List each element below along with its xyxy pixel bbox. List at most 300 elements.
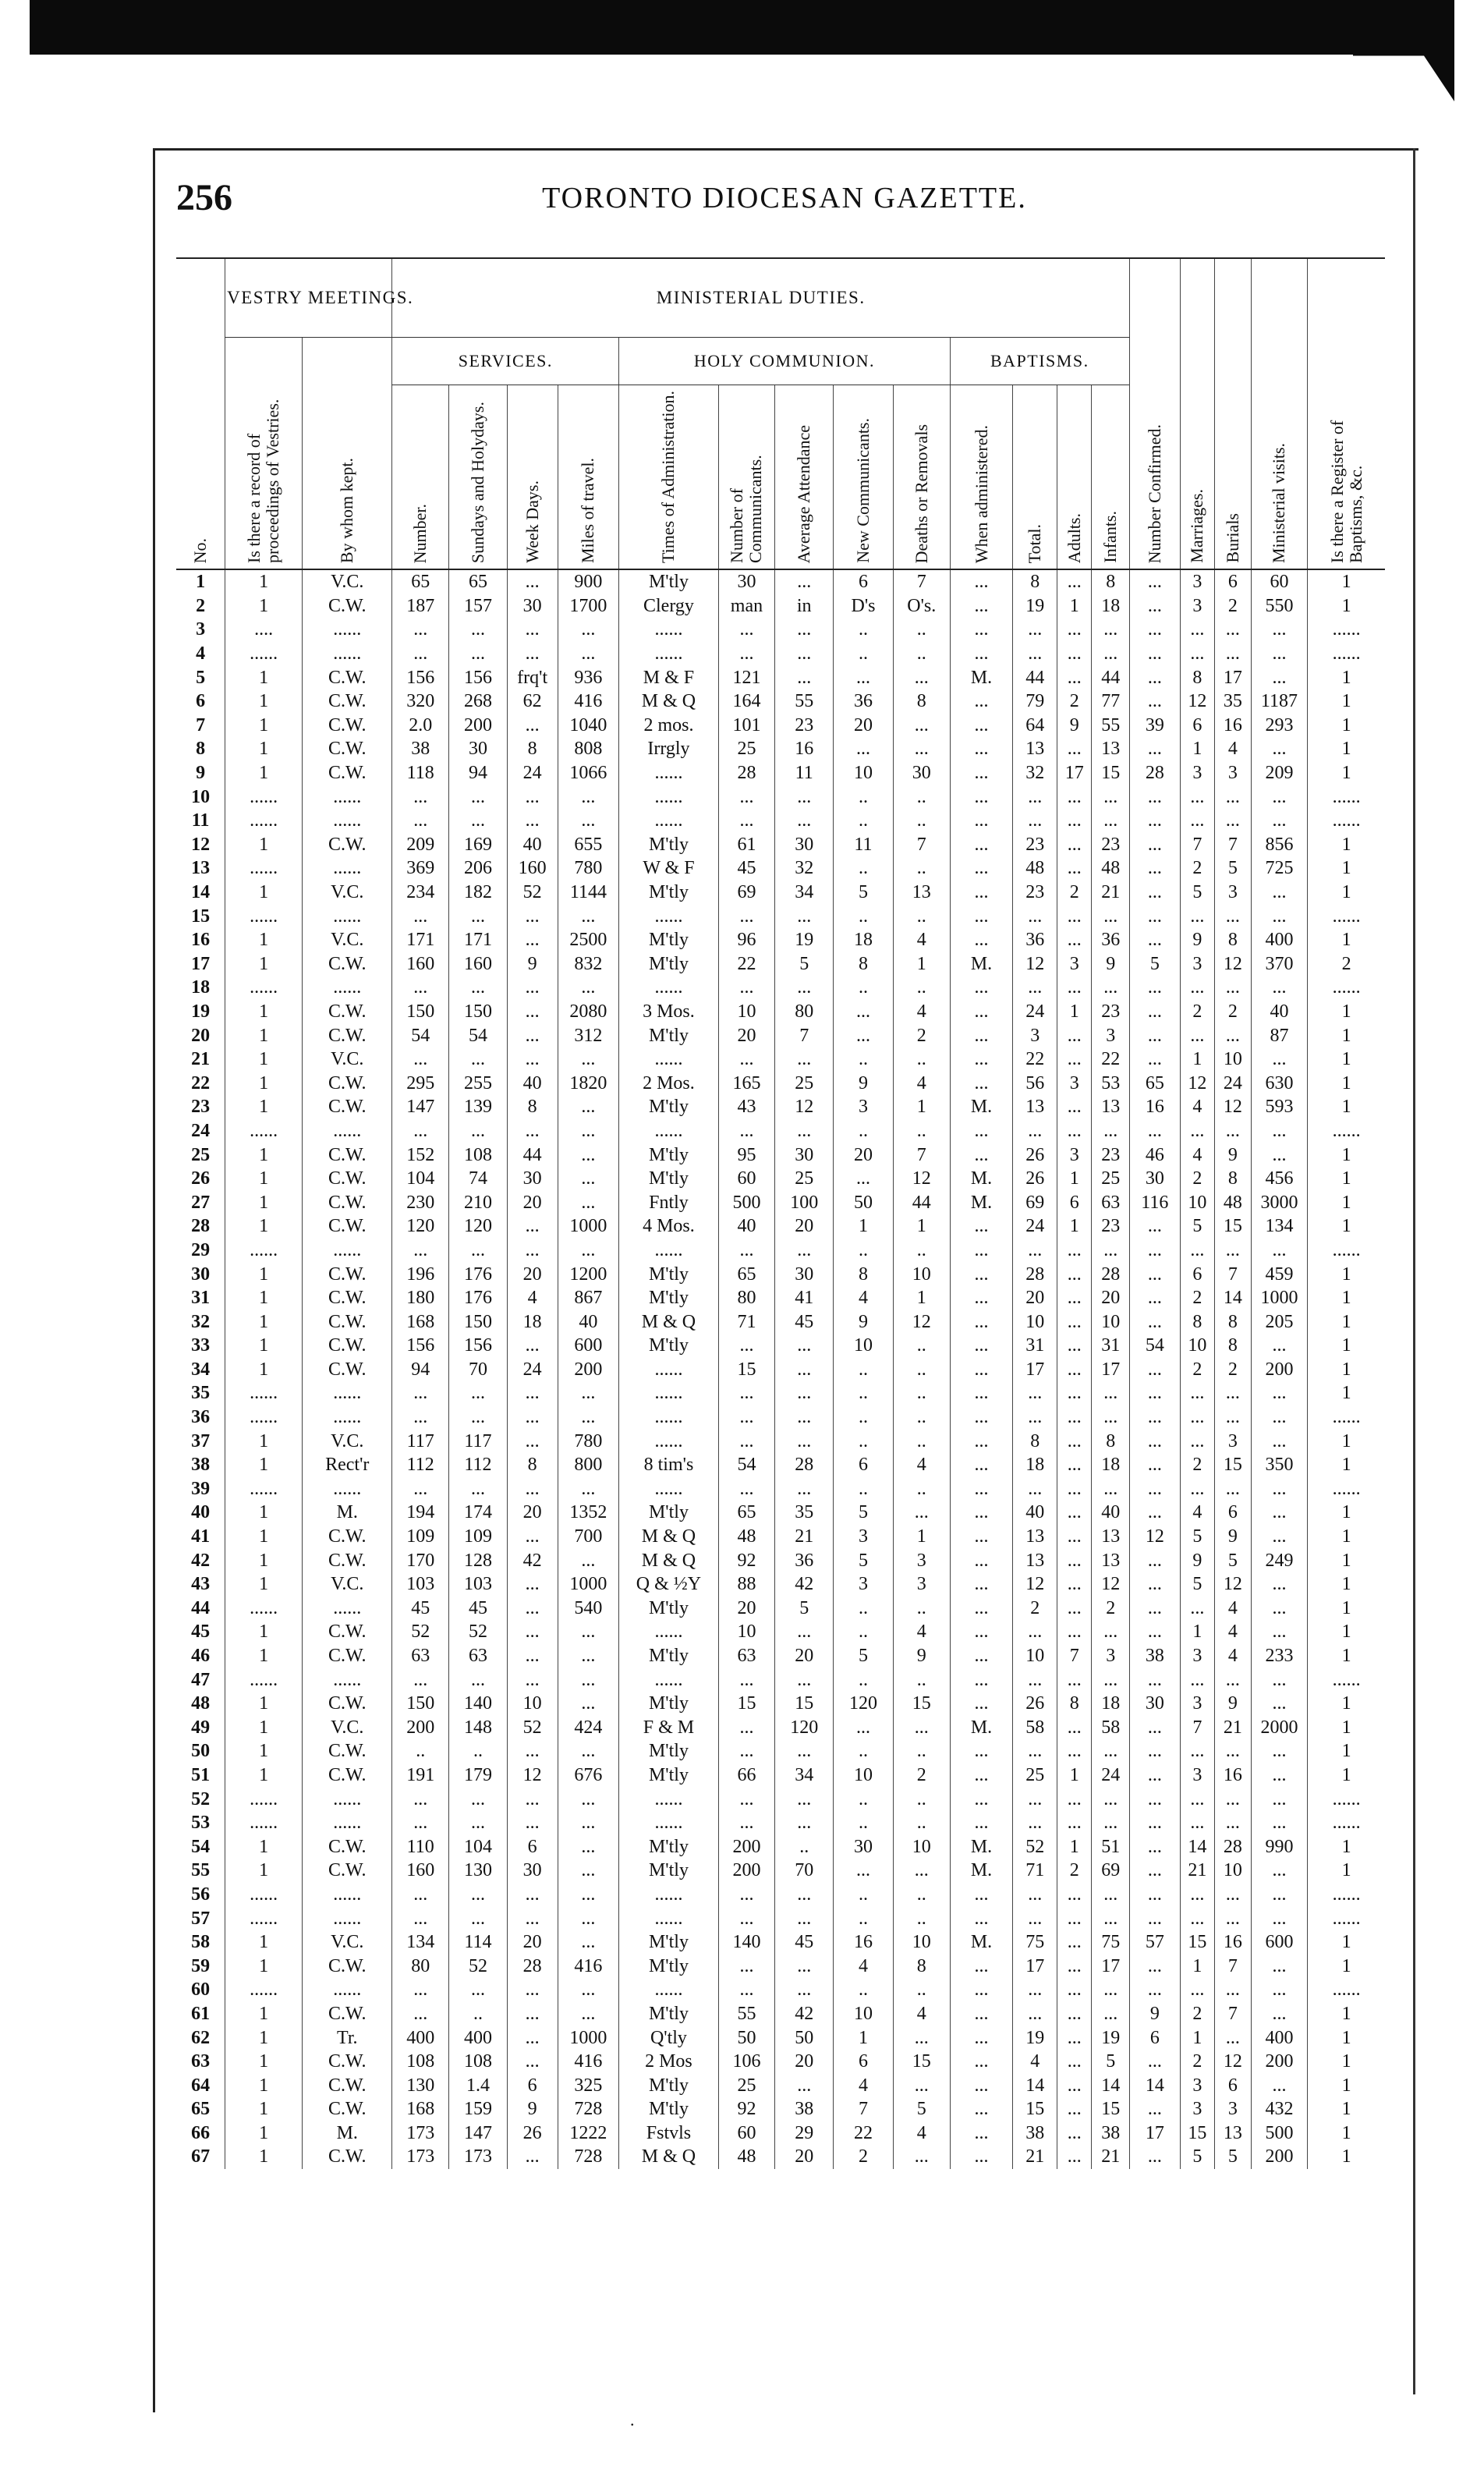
cell-times-administration: M & F (619, 665, 718, 689)
cell-marriages: ... (1180, 1119, 1214, 1143)
cell-burials: ... (1215, 809, 1251, 833)
cell-no: 25 (191, 1144, 211, 1165)
cell-week-days: 52 (507, 1716, 558, 1740)
cell-baptisms-adults: 2 (1057, 1859, 1092, 1883)
cell-ministerial-visits: 200 (1251, 2050, 1308, 2074)
cell-number-confirmed: ... (1130, 1262, 1181, 1286)
cell-number-communicants: ... (718, 1668, 775, 1692)
cell-miles-travel: ... (558, 1930, 619, 1955)
cell-times-administration: M'tly (619, 1143, 718, 1167)
cell-number-confirmed: 57 (1130, 1930, 1181, 1955)
cell-vestry-record: 1 (225, 569, 303, 594)
cell-burials: 7 (1215, 833, 1251, 857)
cell-number-confirmed: 14 (1130, 2073, 1181, 2097)
cell-baptisms-adults: 1 (1057, 1214, 1092, 1239)
table-row (176, 594, 1385, 618)
cell-deaths-removals: ... (893, 1501, 950, 1525)
table-row (176, 665, 1385, 689)
cell-ministerial-visits: ... (1251, 1906, 1308, 1930)
cell-week-days: ... (507, 1477, 558, 1501)
cell-services-number: 108 (392, 2050, 449, 2074)
header-marriages: Marriages. (1180, 259, 1214, 569)
cell-vestry-record: 1 (225, 2097, 303, 2121)
cell-ministerial-visits: ... (1251, 1787, 1308, 1811)
cell-baptisms-adults: ... (1057, 1668, 1092, 1692)
header-vestry-meetings: VESTRY MEETINGS. (225, 259, 392, 338)
cell-when-administered: ... (950, 1477, 1013, 1501)
cell-burials: 48 (1215, 1190, 1251, 1214)
cell-when-administered: ... (950, 1501, 1013, 1525)
cell-vestry-record: 1 (225, 1834, 303, 1859)
cell-average-attendance: ... (775, 1429, 834, 1453)
cell-miles-travel: 1000 (558, 2026, 619, 2050)
cell-services-number: 400 (392, 2026, 449, 2050)
cell-baptisms-adults: ... (1057, 1716, 1092, 1740)
cell-baptisms-adults: ... (1057, 2026, 1092, 2050)
cell-burials: ... (1215, 1239, 1251, 1263)
cell-burials: 15 (1215, 1453, 1251, 1477)
cell-week-days: 24 (507, 761, 558, 785)
cell-week-days: ... (507, 904, 558, 928)
cell-baptisms-adults: ... (1057, 2050, 1092, 2074)
cell-kept-by: ...... (303, 1119, 392, 1143)
cell-deaths-removals: .. (893, 1906, 950, 1930)
table-row (176, 1883, 1385, 1907)
cell-new-communicants: D's (834, 594, 894, 618)
cell-average-attendance: ... (775, 665, 834, 689)
cell-new-communicants: ... (834, 737, 894, 761)
cell-when-administered: ... (950, 1787, 1013, 1811)
cell-number-confirmed: ... (1130, 1405, 1181, 1430)
cell-deaths-removals: .. (893, 1787, 950, 1811)
cell-no: 34 (191, 1359, 211, 1380)
cell-no: 23 (191, 1097, 211, 1118)
cell-baptisms-total: 13 (1013, 1548, 1057, 1572)
cell-week-days: ... (507, 1787, 558, 1811)
cell-marriages: 2 (1180, 2002, 1214, 2026)
cell-week-days: 44 (507, 1143, 558, 1167)
cell-week-days: ... (507, 618, 558, 642)
cell-times-administration: 2 mos. (619, 714, 718, 738)
cell-times-administration: Fstvls (619, 2121, 718, 2146)
cell-deaths-removals: 12 (893, 1167, 950, 1191)
cell-week-days: ... (507, 1668, 558, 1692)
cell-baptisms-adults: 6 (1057, 1190, 1092, 1214)
cell-burials: ... (1215, 618, 1251, 642)
cell-ministerial-visits: 40 (1251, 1000, 1308, 1024)
cell-when-administered: ... (950, 1692, 1013, 1716)
cell-register-of-baptisms: 1 (1308, 1310, 1385, 1334)
cell-no: 60 (191, 1979, 211, 2001)
cell-week-days: ... (507, 1405, 558, 1430)
cell-miles-travel: 40 (558, 1310, 619, 1334)
cell-vestry-record: 1 (225, 737, 303, 761)
cell-times-administration: M & Q (619, 1525, 718, 1549)
cell-sundays-holydays: ... (449, 1787, 508, 1811)
cell-number-communicants: ... (718, 904, 775, 928)
cell-services-number: 117 (392, 1429, 449, 1453)
cell-when-administered: ... (950, 1978, 1013, 2002)
cell-kept-by: C.W. (303, 1167, 392, 1191)
cell-marriages: ... (1180, 1429, 1214, 1453)
cell-deaths-removals: ... (893, 2026, 950, 2050)
cell-when-administered: M. (950, 665, 1013, 689)
cell-when-administered: ... (950, 809, 1013, 833)
cell-week-days: ... (507, 1381, 558, 1405)
cell-register-of-baptisms: ...... (1308, 1405, 1385, 1430)
cell-when-administered: ... (950, 1071, 1013, 1095)
cell-no: 11 (191, 810, 210, 831)
cell-kept-by: C.W. (303, 952, 392, 976)
cell-number-confirmed: ... (1130, 1023, 1181, 1047)
cell-deaths-removals: .. (893, 1883, 950, 1907)
cell-miles-travel: 676 (558, 1763, 619, 1788)
cell-baptisms-total: 21 (1013, 2145, 1057, 2169)
cell-week-days: 12 (507, 1763, 558, 1788)
cell-no: 27 (191, 1192, 211, 1213)
cell-vestry-record: 1 (225, 1739, 303, 1763)
cell-when-administered: ... (950, 833, 1013, 857)
cell-when-administered: ... (950, 689, 1013, 714)
table-row (176, 1834, 1385, 1859)
cell-no: 8 (196, 739, 206, 760)
cell-deaths-removals: 4 (893, 1071, 950, 1095)
cell-baptisms-infants: 44 (1092, 665, 1130, 689)
cell-marriages: 8 (1180, 1310, 1214, 1334)
cell-ministerial-visits: 2000 (1251, 1716, 1308, 1740)
cell-times-administration: M'tly (619, 2097, 718, 2121)
cell-new-communicants: 22 (834, 2121, 894, 2146)
cell-number-communicants: ... (718, 785, 775, 809)
cell-times-administration: ...... (619, 761, 718, 785)
cell-miles-travel: ... (558, 1405, 619, 1430)
cell-marriages: 5 (1180, 1572, 1214, 1597)
cell-baptisms-adults: ... (1057, 856, 1092, 881)
cell-baptisms-infants: 69 (1092, 1859, 1130, 1883)
cell-register-of-baptisms: 1 (1308, 1716, 1385, 1740)
cell-no: 48 (191, 1693, 211, 1714)
cell-number-confirmed: ... (1130, 1381, 1181, 1405)
cell-number-confirmed: 17 (1130, 2121, 1181, 2146)
table-row (176, 1906, 1385, 1930)
cell-services-number: 54 (392, 1023, 449, 1047)
cell-baptisms-adults: ... (1057, 1954, 1092, 1978)
cell-services-number: .. (392, 1739, 449, 1763)
cell-register-of-baptisms: ...... (1308, 1239, 1385, 1263)
cell-no: 49 (191, 1717, 211, 1738)
cell-baptisms-total: 79 (1013, 689, 1057, 714)
cell-deaths-removals: 7 (893, 569, 950, 594)
cell-services-number: 191 (392, 1763, 449, 1788)
cell-burials: 5 (1215, 1548, 1251, 1572)
cell-when-administered: ... (950, 856, 1013, 881)
cell-times-administration: ...... (619, 1477, 718, 1501)
cell-kept-by: ...... (303, 1906, 392, 1930)
cell-kept-by: C.W. (303, 1525, 392, 1549)
cell-sundays-holydays: ... (449, 1978, 508, 2002)
cell-sundays-holydays: 112 (449, 1453, 508, 1477)
cell-burials: ... (1215, 1811, 1251, 1835)
table-row (176, 1239, 1385, 1263)
cell-times-administration: M & Q (619, 689, 718, 714)
cell-miles-travel: 1200 (558, 1262, 619, 1286)
cell-sundays-holydays: 94 (449, 761, 508, 785)
cell-number-confirmed: 6 (1130, 2026, 1181, 2050)
cell-no: 12 (191, 834, 211, 855)
cell-number-communicants: 60 (718, 2121, 775, 2146)
cell-register-of-baptisms: 1 (1308, 737, 1385, 761)
cell-kept-by: C.W. (303, 1023, 392, 1047)
cell-deaths-removals: .. (893, 1047, 950, 1072)
cell-baptisms-infants: ... (1092, 1811, 1130, 1835)
cell-marriages: 4 (1180, 1501, 1214, 1525)
cell-marriages: 3 (1180, 594, 1214, 618)
cell-marriages: 5 (1180, 1525, 1214, 1549)
cell-number-communicants: ... (718, 618, 775, 642)
header-services: SERVICES. (392, 338, 619, 385)
cell-number-communicants: man (718, 594, 775, 618)
cell-sundays-holydays: 159 (449, 2097, 508, 2121)
cell-services-number: ... (392, 1906, 449, 1930)
cell-times-administration: 4 Mos. (619, 1214, 718, 1239)
cell-baptisms-adults: 3 (1057, 1143, 1092, 1167)
cell-kept-by: ...... (303, 1787, 392, 1811)
cell-burials: 10 (1215, 1859, 1251, 1883)
table-row (176, 809, 1385, 833)
cell-deaths-removals: ... (893, 2145, 950, 2169)
cell-register-of-baptisms: 1 (1308, 1381, 1385, 1405)
cell-services-number: ... (392, 1787, 449, 1811)
cell-week-days: 52 (507, 881, 558, 905)
table-row (176, 1358, 1385, 1382)
cell-services-number: 134 (392, 1930, 449, 1955)
cell-kept-by: ...... (303, 1381, 392, 1405)
cell-register-of-baptisms: 1 (1308, 2121, 1385, 2146)
cell-services-number: ... (392, 1239, 449, 1263)
table-row (176, 1548, 1385, 1572)
header-burials: Burials (1215, 259, 1251, 569)
cell-number-confirmed: ... (1130, 1453, 1181, 1477)
cell-week-days: ... (507, 1811, 558, 1835)
cell-number-communicants: ... (718, 1978, 775, 2002)
cell-number-confirmed: ... (1130, 689, 1181, 714)
cell-times-administration: ...... (619, 1811, 718, 1835)
cell-number-confirmed: ... (1130, 1000, 1181, 1024)
cell-when-administered: ... (950, 1334, 1013, 1358)
table-row (176, 689, 1385, 714)
cell-number-confirmed: ... (1130, 1978, 1181, 2002)
cell-services-number: ... (392, 1811, 449, 1835)
cell-miles-travel: 808 (558, 737, 619, 761)
cell-baptisms-adults: ... (1057, 1095, 1092, 1119)
cell-sundays-holydays: ... (449, 1477, 508, 1501)
cell-no: 56 (191, 1884, 211, 1905)
cell-average-attendance: 20 (775, 1214, 834, 1239)
cell-when-administered: ... (950, 976, 1013, 1000)
cell-sundays-holydays: 156 (449, 1334, 508, 1358)
cell-week-days: ... (507, 1214, 558, 1239)
cell-marriages: 7 (1180, 1716, 1214, 1740)
cell-when-administered: ... (950, 1000, 1013, 1024)
cell-average-attendance: 25 (775, 1167, 834, 1191)
cell-deaths-removals: .. (893, 856, 950, 881)
cell-deaths-removals: 4 (893, 2002, 950, 2026)
cell-miles-travel: 416 (558, 689, 619, 714)
cell-number-confirmed: ... (1130, 2050, 1181, 2074)
table-row (176, 714, 1385, 738)
cell-burials: 7 (1215, 1954, 1251, 1978)
cell-number-confirmed: ... (1130, 1597, 1181, 1621)
cell-burials: 35 (1215, 689, 1251, 714)
cell-miles-travel: 1066 (558, 761, 619, 785)
cell-miles-travel: 936 (558, 665, 619, 689)
cell-ministerial-visits: 209 (1251, 761, 1308, 785)
cell-number-communicants: 15 (718, 1692, 775, 1716)
cell-marriages: ... (1180, 1477, 1214, 1501)
cell-miles-travel: ... (558, 1239, 619, 1263)
cell-miles-travel: ... (558, 1381, 619, 1405)
table-row (176, 2145, 1385, 2169)
cell-sundays-holydays: ... (449, 1906, 508, 1930)
header-sundays-holydays: Sundays and Holydays. (449, 385, 508, 570)
cell-no: 40 (191, 1502, 211, 1523)
cell-new-communicants: 9 (834, 1071, 894, 1095)
cell-baptisms-total: 31 (1013, 1334, 1057, 1358)
cell-when-administered: M. (950, 1930, 1013, 1955)
cell-register-of-baptisms: 1 (1308, 594, 1385, 618)
cell-baptisms-adults: 17 (1057, 761, 1092, 785)
cell-baptisms-total: ... (1013, 809, 1057, 833)
cell-marriages: 5 (1180, 881, 1214, 905)
table-row (176, 1429, 1385, 1453)
cell-times-administration: ...... (619, 1381, 718, 1405)
cell-average-attendance: 42 (775, 1572, 834, 1597)
cell-ministerial-visits: ... (1251, 1739, 1308, 1763)
cell-marriages: ... (1180, 1906, 1214, 1930)
cell-services-number: ... (392, 618, 449, 642)
cell-baptisms-adults: ... (1057, 1023, 1092, 1047)
cell-miles-travel: 2500 (558, 928, 619, 952)
cell-marriages: 1 (1180, 1047, 1214, 1072)
cell-deaths-removals: 9 (893, 1644, 950, 1668)
cell-services-number: 168 (392, 2097, 449, 2121)
cell-baptisms-infants: 3 (1092, 1023, 1130, 1047)
cell-vestry-record: 1 (225, 1453, 303, 1477)
cell-no: 32 (191, 1311, 211, 1332)
cell-baptisms-total: 17 (1013, 1954, 1057, 1978)
cell-new-communicants: 8 (834, 952, 894, 976)
cell-register-of-baptisms: 1 (1308, 1143, 1385, 1167)
cell-marriages: 2 (1180, 1000, 1214, 1024)
cell-burials: 8 (1215, 1334, 1251, 1358)
cell-new-communicants: 20 (834, 1143, 894, 1167)
cell-baptisms-total: 19 (1013, 2026, 1057, 2050)
cell-average-attendance: ... (775, 1906, 834, 1930)
cell-number-confirmed: ... (1130, 1477, 1181, 1501)
cell-baptisms-total: 8 (1013, 569, 1057, 594)
cell-kept-by: ...... (303, 785, 392, 809)
cell-burials: 16 (1215, 1930, 1251, 1955)
cell-services-number: 45 (392, 1597, 449, 1621)
cell-number-communicants: ... (718, 1906, 775, 1930)
cell-no: 22 (191, 1072, 211, 1093)
cell-average-attendance: ... (775, 1739, 834, 1763)
cell-deaths-removals: 5 (893, 2097, 950, 2121)
cell-new-communicants: 10 (834, 761, 894, 785)
cell-vestry-record: 1 (225, 665, 303, 689)
cell-sundays-holydays: 109 (449, 1525, 508, 1549)
cell-register-of-baptisms: 1 (1308, 1071, 1385, 1095)
page-title: TORONTO DIOCESAN GAZETTE. (542, 182, 1027, 214)
header-deaths-removals: Deaths or Removals (893, 385, 950, 570)
cell-baptisms-total: 23 (1013, 881, 1057, 905)
cell-number-communicants: 30 (718, 569, 775, 594)
table-body (176, 569, 1385, 2169)
cell-burials: 21 (1215, 1716, 1251, 1740)
cell-new-communicants: .. (834, 1358, 894, 1382)
cell-week-days: 40 (507, 833, 558, 857)
cell-baptisms-total: 64 (1013, 714, 1057, 738)
cell-miles-travel: ... (558, 1095, 619, 1119)
cell-new-communicants: 30 (834, 1834, 894, 1859)
cell-ministerial-visits: 293 (1251, 714, 1308, 738)
cell-number-communicants: 54 (718, 1453, 775, 1477)
cell-number-confirmed: ... (1130, 1572, 1181, 1597)
cell-burials: 12 (1215, 1095, 1251, 1119)
cell-sundays-holydays: 400 (449, 2026, 508, 2050)
cell-week-days: 24 (507, 1358, 558, 1382)
cell-burials: 6 (1215, 569, 1251, 594)
cell-sundays-holydays: 157 (449, 594, 508, 618)
cell-sundays-holydays: 179 (449, 1763, 508, 1788)
cell-services-number: 168 (392, 1310, 449, 1334)
cell-no: 46 (191, 1646, 211, 1667)
cell-baptisms-adults: ... (1057, 1548, 1092, 1572)
cell-baptisms-infants: 23 (1092, 833, 1130, 857)
cell-services-number: ... (392, 976, 449, 1000)
cell-miles-travel: ... (558, 904, 619, 928)
cell-times-administration: M'tly (619, 1763, 718, 1788)
cell-sundays-holydays: 70 (449, 1358, 508, 1382)
cell-baptisms-infants: ... (1092, 642, 1130, 666)
cell-baptisms-total: 10 (1013, 1310, 1057, 1334)
cell-no: 38 (191, 1455, 211, 1476)
cell-no: 65 (191, 2099, 211, 2120)
cell-services-number: 150 (392, 1000, 449, 1024)
cell-ministerial-visits: ... (1251, 1429, 1308, 1453)
cell-vestry-record: ...... (225, 904, 303, 928)
cell-no: 61 (191, 2003, 211, 2024)
cell-times-administration: M'tly (619, 1644, 718, 1668)
cell-no: 64 (191, 2075, 211, 2096)
cell-baptisms-total: ... (1013, 1668, 1057, 1692)
cell-when-administered: ... (950, 881, 1013, 905)
cell-no: 50 (191, 1741, 211, 1762)
cell-average-attendance: ... (775, 1477, 834, 1501)
cell-marriages: 12 (1180, 689, 1214, 714)
cell-when-administered: ... (950, 1739, 1013, 1763)
table-row (176, 785, 1385, 809)
cell-when-administered: ... (950, 761, 1013, 785)
cell-average-attendance: 32 (775, 856, 834, 881)
cell-kept-by: C.W. (303, 1095, 392, 1119)
cell-miles-travel: 540 (558, 1597, 619, 1621)
cell-number-communicants: 92 (718, 1548, 775, 1572)
cell-week-days: 26 (507, 2121, 558, 2146)
cell-ministerial-visits: 370 (1251, 952, 1308, 976)
cell-new-communicants: 6 (834, 1453, 894, 1477)
cell-baptisms-adults: ... (1057, 1501, 1092, 1525)
